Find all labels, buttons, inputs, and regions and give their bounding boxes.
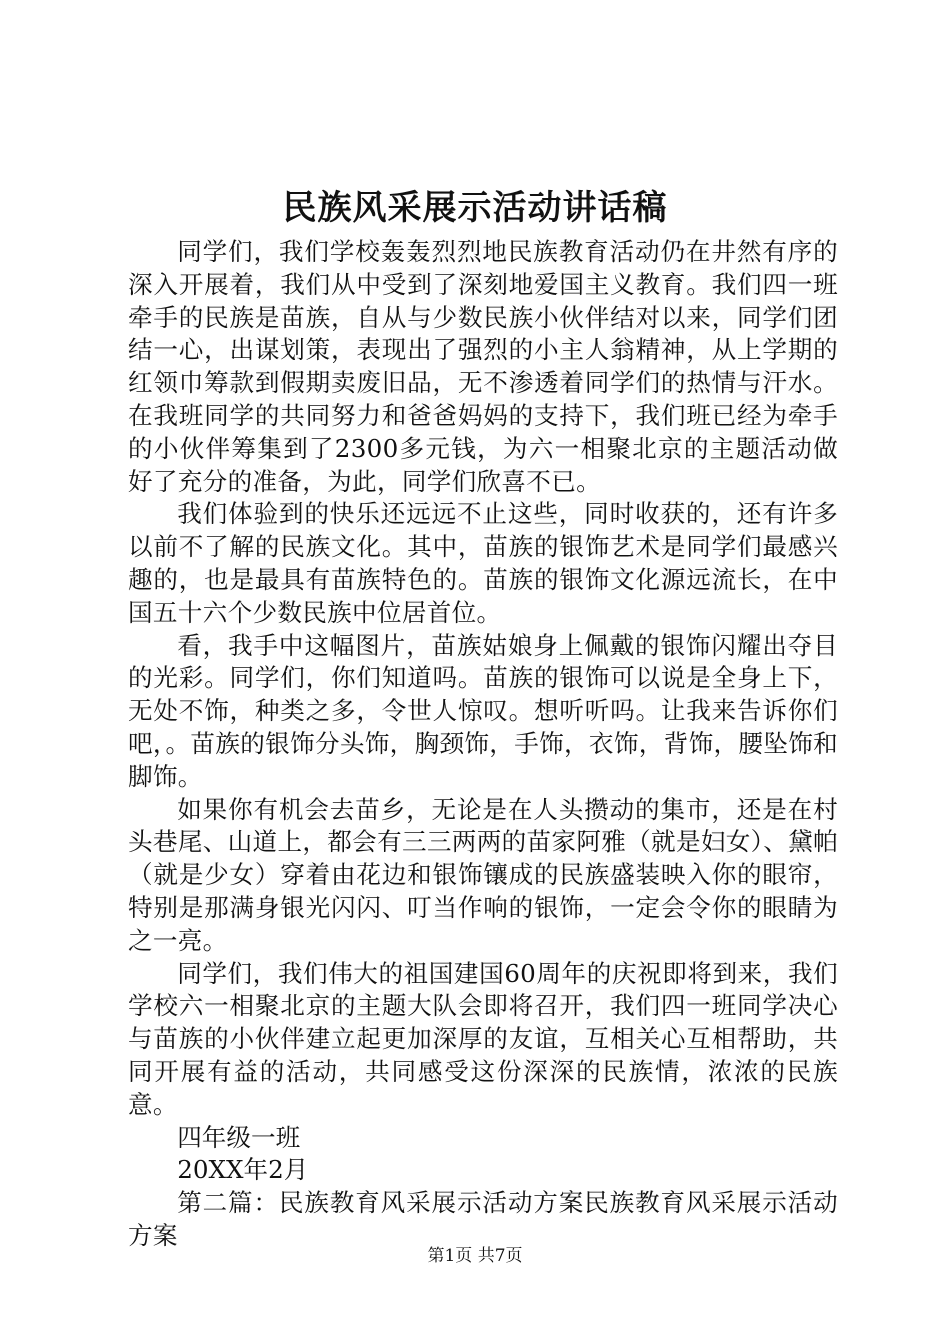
paragraph-2: 我们体验到的快乐还远远不止这些，同时收获的，还有许多以前不了解的民族文化。其中，苗族的银饰艺术是同学们最感兴趣的，也是最具有苗族特色的。苗族的银饰文化源远流长，在中国五十六个少数民族中位居首位。	[128, 499, 838, 627]
signature-class: 四年级一班	[177, 1122, 301, 1152]
page-footer: 第1页 共7页	[427, 1246, 523, 1266]
paragraph-1: 同学们，我们学校轰轰烈烈地民族教育活动仍在井然有序的深入开展着，我们从中受到了深刻地爱国主义教育。我们四一班牵手的民族是苗族，自从与少数民族小伙伴结对以来，同学们团结一心，出谋划策，表现出了强烈的小主人翁精神，从上学期的红领巾筹款到假期卖废旧品，无不渗透着同学们的热情与汗水。在我班同学的共同努力和爸爸妈妈的支持下，我们班已经为牵手的小伙伴筹集到了2300多元钱，为六一相聚北京的主题活动做好了充分的准备，为此，同学们欣喜不已。	[128, 237, 838, 496]
paragraph-3: 看，我手中这幅图片，苗族姑娘身上佩戴的银饰闪耀出夺目的光彩。同学们，你们知道吗。苗族的银饰可以说是全身上下，无处不饰，种类之多，令世人惊叹。想听听吗。让我来告诉你们吧，。苗族的银饰分头饰，胸颈饰，手饰，衣饰，背饰，腰坠饰和脚饰。	[128, 630, 838, 791]
next-article-heading: 第二篇：民族教育风采展示活动方案民族教育风采展示活动方案	[128, 1188, 838, 1250]
signature-date: 20XX年2月	[177, 1155, 309, 1185]
paragraph-5: 同学们，我们伟大的祖国建国60周年的庆祝即将到来，我们学校六一相聚北京的主题大队会即将召开，我们四一班同学决心与苗族的小伙伴建立起更加深厚的友谊，互相关心互相帮助，共同开展有益的活动，共同感受这份深深的民族情，浓浓的民族意。	[128, 958, 838, 1119]
page-title: 民族风采展示活动讲话稿	[282, 188, 668, 228]
paragraph-4: 如果你有机会去苗乡，无论是在人头攒动的集市，还是在村头巷尾、山道上，都会有三三两两的苗家阿雅（就是妇女）、黛帕（就是少女）穿着由花边和银饰镶成的民族盛装映入你的眼帘，特别是那满身银光闪闪、叮当作响的银饰，一定会令你的眼睛为之一亮。	[128, 794, 838, 955]
document-body	[128, 236, 838, 1253]
